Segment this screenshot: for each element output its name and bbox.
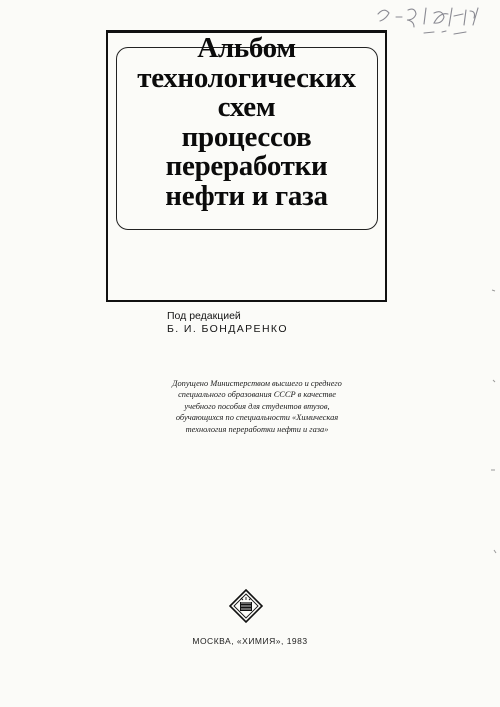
approval-line: специального образования СССР в качестве [178, 390, 336, 400]
margin-pencil-marks [488, 250, 500, 570]
approval-line: технология переработки нефти и газа» [185, 424, 329, 434]
editor-block [167, 310, 288, 336]
approval-statement [146, 378, 368, 435]
publisher-logo-icon [229, 589, 263, 623]
approval-line: учебного пособия для студентов втузов, [184, 401, 330, 411]
title-line: схем [217, 91, 276, 124]
title-line: переработки [165, 150, 328, 183]
title-line: Альбом [197, 32, 296, 64]
handwritten-inventory-mark [372, 2, 500, 42]
editor-label: Под редакцией [167, 310, 241, 322]
title-line: нефти и газа [165, 179, 328, 212]
title-line: технологических [137, 61, 356, 94]
editor-name: Б. И. БОНДАРЕНКО [167, 323, 288, 335]
book-title [106, 34, 387, 212]
title-line: процессов [181, 120, 312, 153]
approval-line: Допущено Министерством высшего и среднего [172, 379, 342, 388]
approval-line: обучающихся по специальности «Химическая [175, 413, 339, 423]
publisher-imprint: МОСКВА, «ХИМИЯ», 1983 [192, 636, 308, 646]
